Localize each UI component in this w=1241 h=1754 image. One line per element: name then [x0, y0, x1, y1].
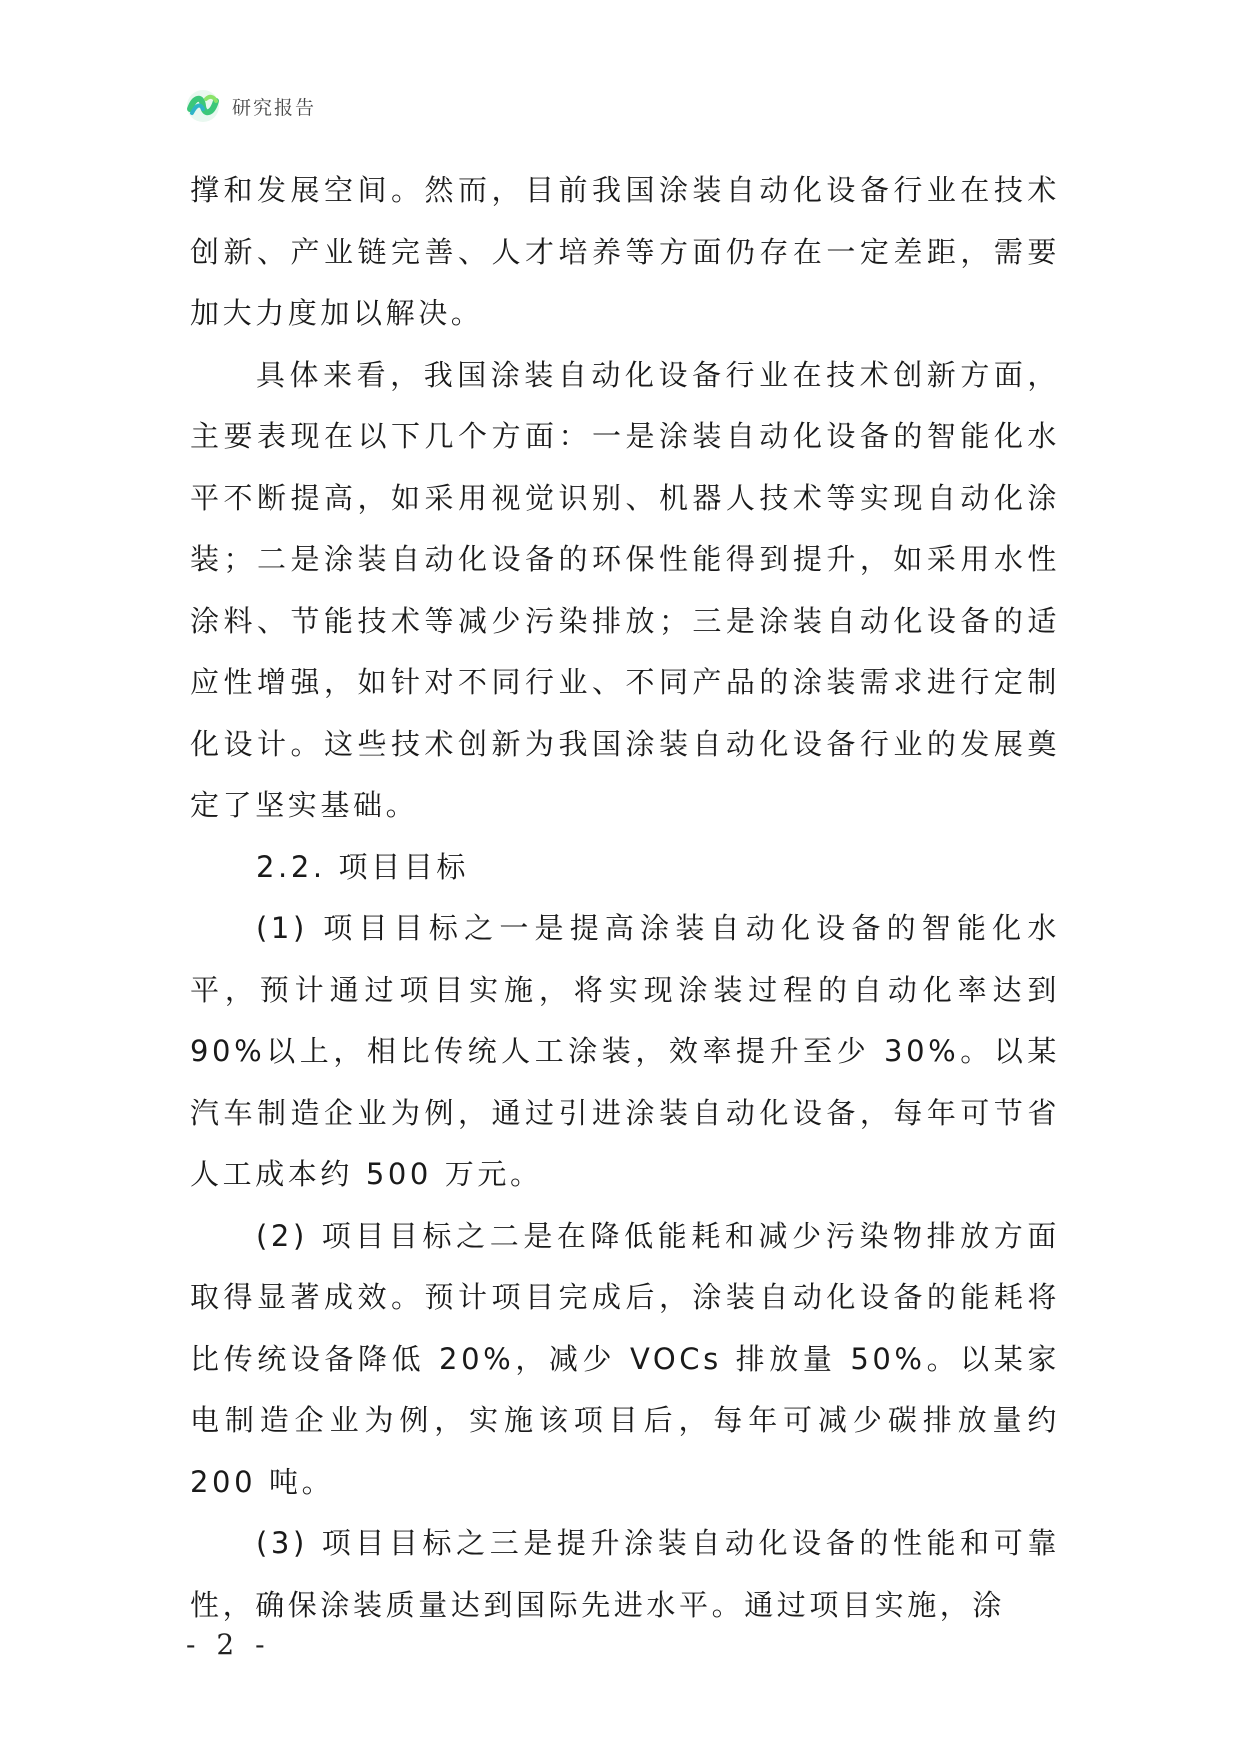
paragraph-goal-1: (1) 项目目标之一是提高涂装自动化设备的智能化水平，预计通过项目实施，将实现涂装过程的自动化率达到 90%以上，相比传统人工涂装，效率提升至少 30%。以某汽车制造企业为例，通过引进涂装自动化设备，每年可节省人工成本约 500 万元。	[190, 911, 1060, 1191]
paragraph-goal-2: (2) 项目目标之二是在降低能耗和减少污染物排放方面取得显著成效。预计项目完成后，涂装自动化设备的能耗将比传统设备降低 20%，减少 VOCs 排放量 50%。以某家电制造企业为例，实施该项目后，每年可减少碳排放量约 200 吨。	[190, 1218, 1060, 1499]
page-number: - 2 -	[186, 1628, 271, 1661]
page-header	[186, 88, 316, 124]
leaf-logo-icon	[186, 89, 220, 123]
document-body	[190, 160, 1060, 1636]
paragraph-tech-innovation: 具体来看，我国涂装自动化设备行业在技术创新方面，主要表现在以下几个方面：一是涂装自动化设备的智能化水平不断提高，如采用视觉识别、机器人技术等实现自动化涂装；二是涂装自动化设备的环保性能得到提升，如采用水性涂料、节能技术等减少污染排放；三是涂装自动化设备的适应性增强，如针对不同行业、不同产品的涂装需求进行定制化设计。这些技术创新为我国涂装自动化设备行业的发展奠定了坚实基础。	[190, 357, 1060, 822]
paragraph-goal-3: (3) 项目目标之三是提升涂装自动化设备的性能和可靠性，确保涂装质量达到国际先进水平。通过项目实施，涂	[190, 1526, 1060, 1622]
paragraph-continuation: 撑和发展空间。然而，目前我国涂装自动化设备行业在技术创新、产业链完善、人才培养等方面仍存在一定差距，需要加大力度加以解决。	[190, 173, 1060, 330]
section-heading: 2.2. 项目目标	[256, 849, 469, 884]
report-title: 研究报告	[232, 96, 317, 119]
